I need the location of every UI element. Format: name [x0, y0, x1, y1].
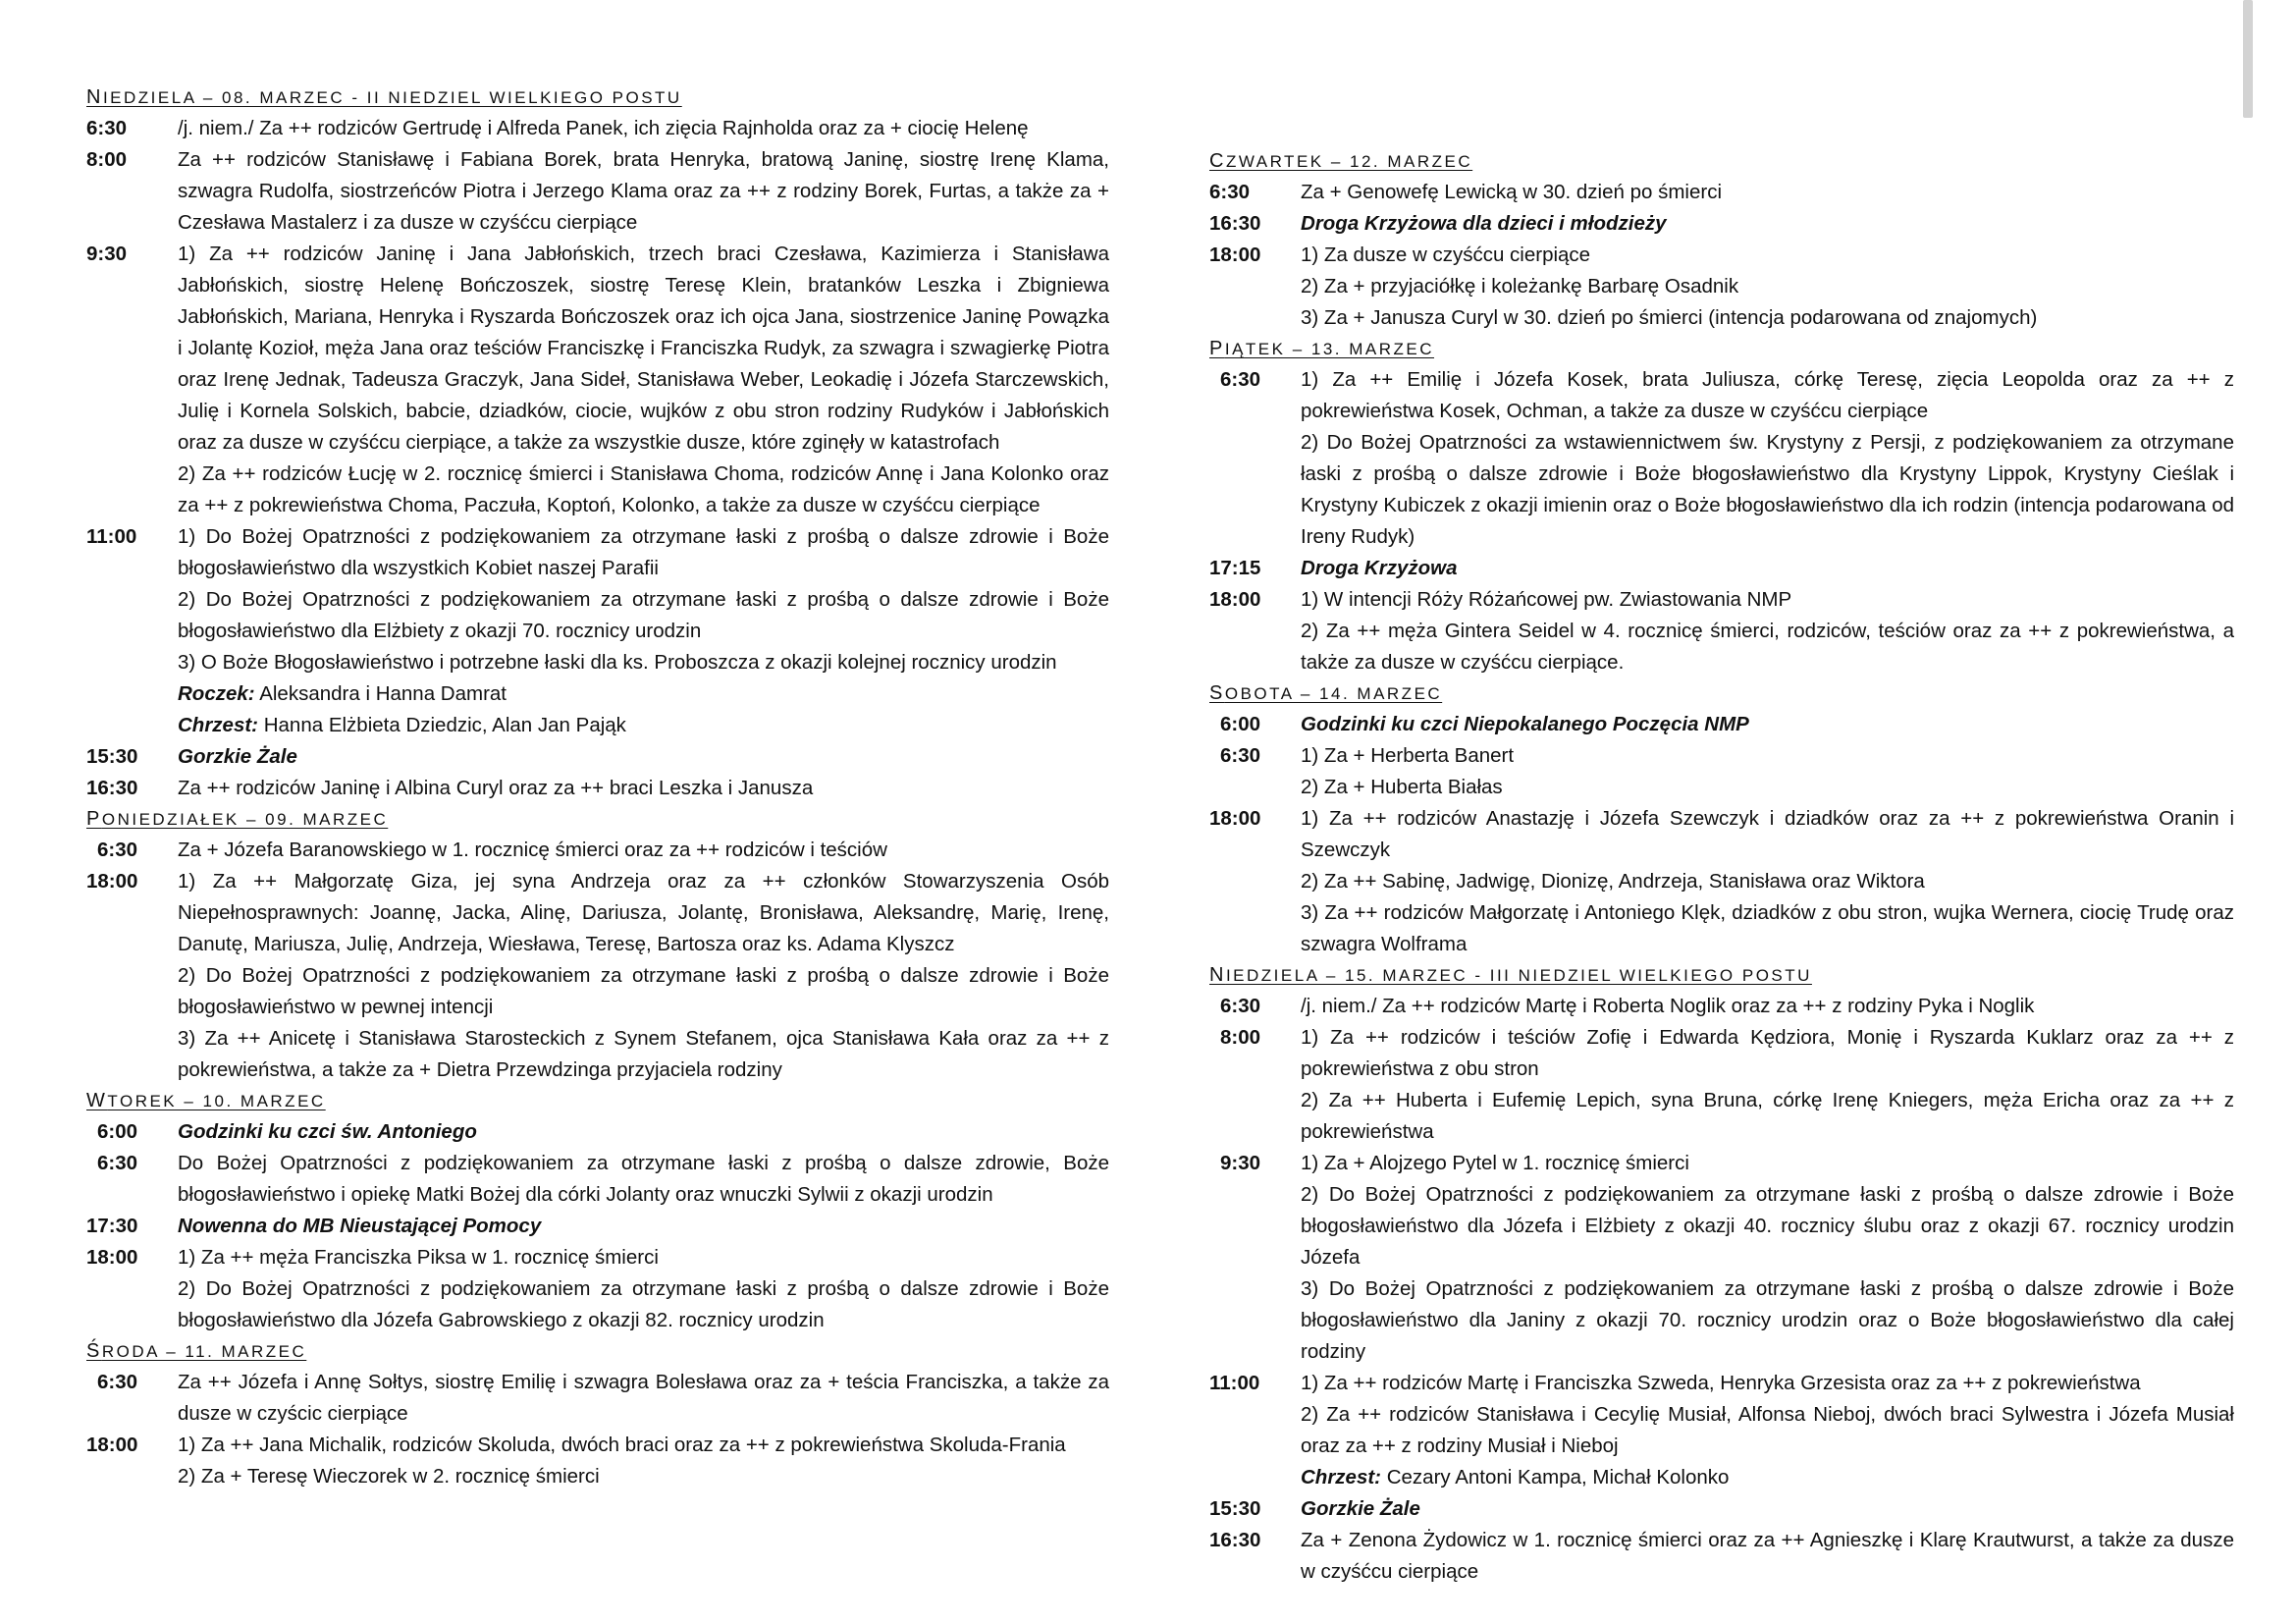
mass-time: 16:30 [86, 777, 138, 799]
mass-entry [86, 1367, 1109, 1430]
extra-line [178, 678, 1109, 710]
mass-time: 6:30 [97, 839, 138, 861]
mass-entry [1209, 1022, 2234, 1148]
mass-intentions [1301, 803, 2234, 960]
mass-intentions [1301, 1148, 2234, 1368]
mass-entry [86, 521, 1109, 741]
intention-text: 3) Za ++ Anicetę i Stanisława Starosteckich z Synem Stefanem, ojca Stanisława Kała oraz za ++ z pokrewieństwa, a także za + Dietra Przewdzinga przyjaciela rodziny [178, 1027, 1109, 1081]
service-title: Gorzkie Żale [1301, 1497, 1420, 1520]
mass-entry [86, 1148, 1109, 1211]
mass-intentions [178, 1242, 1109, 1336]
mass-intentions [178, 1116, 1109, 1148]
service-title: Droga Krzyżowa dla dzieci i młodzieży [1301, 212, 1667, 235]
mass-entry [1209, 364, 2234, 553]
mass-time: 18:00 [1209, 244, 1261, 266]
intention-text: 1) Za ++ Jana Michalik, rodziców Skoluda, dwóch braci oraz za ++ z pokrewieństwa Skoluda-Frania [178, 1434, 1066, 1456]
mass-time: 15:30 [1209, 1497, 1261, 1520]
extra-line [1301, 1462, 2234, 1493]
mass-intentions [1301, 1022, 2234, 1148]
mass-time: 6:30 [97, 1371, 138, 1393]
mass-entry [1209, 803, 2234, 960]
intention-text: 3) Za + Janusza Curyl w 30. dzień po śmierci (intencja podarowana od znajomych) [1301, 306, 2038, 329]
mass-time: 17:15 [1209, 557, 1261, 579]
intention-text: 3) Do Bożej Opatrzności z podziękowaniem za otrzymane łaski z prośbą o dalsze zdrowie i Boże błogosławieństwo dla Janiny z okazji 70. rocznicy urodzin oraz o Boże błogosławieństwo dla całej rodziny [1301, 1277, 2234, 1363]
mass-entry [86, 866, 1109, 1086]
mass-intentions [1301, 1368, 2234, 1493]
mass-intentions [178, 1148, 1109, 1211]
mass-entry [1209, 208, 2234, 240]
mass-time: 6:00 [97, 1120, 138, 1143]
intention-text: 2) Do Bożej Opatrzności z podziękowaniem za otrzymane łaski z prośbą o dalsze zdrowie i Boże błogosławieństwo w pewnej intencji [178, 964, 1109, 1018]
extra-line [178, 710, 1109, 741]
mass-time: 8:00 [1220, 1026, 1261, 1049]
extra-text: Hanna Elżbieta Dziedzic, Alan Jan Pająk [263, 714, 626, 736]
mass-intentions [1301, 240, 2234, 334]
mass-intentions [178, 1211, 1109, 1242]
mass-intentions [1301, 991, 2234, 1022]
mass-intentions [178, 144, 1109, 239]
mass-entry [1209, 1148, 2234, 1368]
intention-text: 1) Za + Alojzego Pytel w 1. rocznicę śmierci [1301, 1152, 1689, 1174]
mass-entry [86, 1242, 1109, 1336]
mass-intentions [178, 741, 1109, 773]
mass-intentions [178, 1367, 1109, 1430]
mass-time: 6:00 [1220, 713, 1261, 735]
intention-text: 1) Za + Herberta Banert [1301, 744, 1515, 767]
day-heading: PIĄTEK – 13. MARZEC [1209, 338, 1435, 359]
mass-entry [86, 113, 1109, 144]
intention-text: 1) Za ++ rodziców Martę i Franciszka Szweda, Henryka Grzesista oraz za ++ z pokrewieństwa [1301, 1372, 2141, 1394]
intention-text: 1) Do Bożej Opatrzności z podziękowaniem za otrzymane łaski z prośbą o dalsze zdrowie i Boże błogosławieństwo dla wszystkich Kobiet naszej Parafii [178, 525, 1109, 579]
mass-time: 11:00 [86, 525, 137, 548]
intention-text: 2) Za + Teresę Wieczorek w 2. rocznicę śmierci [178, 1465, 600, 1488]
intention-text: 1) Za ++ rodziców Janinę i Jana Jabłońskich, trzech braci Czesława, Kazimierza i Stanisława Jabłońskich, siostrę Helenę Bończoszek, siostrę Teresę Klein, bratanków Leszka i Zbigniewa Jabłońskich, Mariana, Henryka i Ryszarda Bończoszek oraz ich ojca Jana, siostrzenice Janinę Powązka i Jolantę Kozioł, męża Jana oraz teściów Franciszkę i Franciszka Rudyk, za szwagra i szwagierkę Piotra oraz Irenę Jednak, Tadeusza Graczyk, Jana Sideł, Stanisława Weber, Leokadię i Józefa Starczewskich, Julię i Kornela Solskich, babcie, dziadków, ciocie, wujków z obu stron rodziny Rudyków i Jabłońskich oraz za dusze w czyśćcu cierpiące, a także za wszystkie dusze, które zginęły w katastrofach [178, 243, 1109, 454]
mass-time: 16:30 [1209, 212, 1261, 235]
mass-time: 16:30 [1209, 1529, 1261, 1551]
extra-text: Cezary Antoni Kampa, Michał Kolonko [1386, 1466, 1730, 1489]
mass-time: 18:00 [86, 1434, 138, 1456]
mass-time: 18:00 [86, 1246, 138, 1269]
mass-intentions [178, 521, 1109, 741]
mass-intentions [1301, 208, 2234, 240]
mass-time: 17:30 [86, 1215, 138, 1237]
mass-time: 6:30 [97, 1152, 138, 1174]
mass-intentions [1301, 709, 2234, 740]
service-title: Godzinki ku czci św. Antoniego [178, 1120, 477, 1143]
mass-time: 9:30 [1220, 1152, 1261, 1174]
intention-text: Za ++ rodziców Janinę i Albina Curyl oraz za ++ braci Leszka i Janusza [178, 777, 814, 799]
mass-entry [1209, 553, 2234, 584]
intention-text: 1) Za ++ Emilię i Józefa Kosek, brata Juliusza, córkę Teresę, zięcia Leopolda oraz za ++ z pokrewieństwa Kosek, Ochman, a także za dusze w czyśćcu cierpiące [1301, 368, 2234, 422]
mass-intentions [178, 866, 1109, 1086]
mass-entry [86, 835, 1109, 866]
mass-entry [86, 239, 1109, 521]
day-heading: NIEDZIELA – 15. MARZEC - III NIEDZIEL WIELKIEGO POSTU [1209, 964, 1812, 986]
mass-intentions [1301, 553, 2234, 584]
mass-entry [1209, 1525, 2234, 1588]
mass-entry [1209, 1368, 2234, 1493]
intention-text: 2) Za ++ rodziców Stanisława i Cecylię Musiał, Alfonsa Nieboj, dwóch braci Sylwestra i Józefa Musiał oraz za ++ z rodziny Musiał i Nieboj [1301, 1403, 2234, 1457]
service-title: Nowenna do MB Nieustającej Pomocy [178, 1215, 542, 1237]
day-heading: CZWARTEK – 12. MARZEC [1209, 150, 1473, 172]
intention-text: 2) Za + Huberta Białas [1301, 776, 1503, 798]
mass-entry [86, 741, 1109, 773]
left-column [86, 82, 1109, 1492]
intention-text: 2) Do Bożej Opatrzności za wstawiennictwem św. Krystyny z Persji, z podziękowaniem za otrzymane łaski z prośbą o dalsze zdrowie i Boże błogosławieństwo dla Krystyny Lippok, Krystyny Cieślak i Krystyny Kubiczek z okazji imienin oraz o Boże błogosławieństwo dla ich rodzin (intencja podarowana od Ireny Rudyk) [1301, 431, 2234, 548]
intention-text: 2) Do Bożej Opatrzności z podziękowaniem za otrzymane łaski z prośbą o dalsze zdrowie i Boże błogosławieństwo dla Józefa Gabrowskiego z okazji 82. rocznicy urodzin [178, 1277, 1109, 1331]
intention-text: 1) Za ++ męża Franciszka Piksa w 1. rocznicę śmierci [178, 1246, 659, 1269]
mass-entry [86, 1430, 1109, 1492]
service-title: Gorzkie Żale [178, 745, 297, 768]
mass-entry [86, 1211, 1109, 1242]
mass-time: 9:30 [86, 243, 128, 265]
mass-time: 6:30 [1209, 181, 1251, 203]
mass-time: 18:00 [86, 870, 138, 893]
scrollbar-thumb[interactable] [2243, 0, 2253, 118]
service-title: Droga Krzyżowa [1301, 557, 1458, 579]
extra-text: Aleksandra i Hanna Damrat [259, 682, 507, 705]
intention-text: 1) Za ++ rodziców i teściów Zofię i Edwarda Kędziora, Monię i Ryszarda Kuklarz oraz za ++ z pokrewieństwa z obu stron [1301, 1026, 2234, 1080]
day-heading: ŚRODA – 11. MARZEC [86, 1340, 307, 1362]
intention-text: 1) Za ++ Małgorzatę Giza, jej syna Andrzeja oraz za ++ członków Stowarzyszenia Osób Niepełnosprawnych: Joannę, Jacka, Alinę, Dariusza, Jolantę, Bronisława, Aleksandrę, Marię, Irenę, Danutę, Mariusza, Julię, Andrzeja, Wiesława, Teresę, Bartosza oraz ks. Adama Klyszcz [178, 870, 1109, 955]
mass-time: 6:30 [1220, 995, 1261, 1017]
mass-intentions [178, 835, 1109, 866]
intention-text: 2) Za ++ rodziców Łucję w 2. rocznicę śmierci i Stanisława Choma, rodziców Annę i Jana Kolonko oraz za ++ z pokrewieństwa Choma, Paczuła, Koptoń, Kolonko, a także za dusze w czyśćcu cierpiące [178, 462, 1109, 516]
mass-entry [1209, 240, 2234, 334]
mass-intentions [178, 113, 1109, 144]
intention-text: 1) Za dusze w czyśćcu cierpiące [1301, 244, 1591, 266]
mass-time: 18:00 [1209, 807, 1261, 830]
extra-label: Chrzest: [1301, 1466, 1382, 1489]
mass-time: 6:30 [1220, 368, 1261, 391]
extra-label: Roczek: [178, 682, 255, 705]
mass-time: 8:00 [86, 148, 128, 171]
mass-intentions [1301, 1493, 2234, 1525]
intention-text: Za + Genowefę Lewicką w 30. dzień po śmierci [1301, 181, 1722, 203]
mass-entry [86, 773, 1109, 804]
intention-text: Za + Zenona Żydowicz w 1. rocznicę śmierci oraz za ++ Agnieszkę i Klarę Krautwurst, a także za dusze w czyśćcu cierpiące [1301, 1529, 2234, 1583]
mass-time: 15:30 [86, 745, 138, 768]
mass-entry [1209, 584, 2234, 678]
mass-entry [1209, 177, 2234, 208]
intention-text: Do Bożej Opatrzności z podziękowaniem za otrzymane łaski z prośbą o dalsze zdrowie, Boże błogosławieństwo i opiekę Matki Bożej dla córki Jolanty oraz wnuczki Sylwii z okazji urodzin [178, 1152, 1109, 1206]
intention-text: 1) Za ++ rodziców Anastazję i Józefa Szewczyk i dziadków oraz za ++ z pokrewieństwa Oranin i Szewczyk [1301, 807, 2234, 861]
mass-entry [86, 1116, 1109, 1148]
mass-entry [1209, 1493, 2234, 1525]
intention-text: Za + Józefa Baranowskiego w 1. rocznicę śmierci oraz za ++ rodziców i teściów [178, 839, 887, 861]
mass-intentions [1301, 177, 2234, 208]
mass-time: 11:00 [1209, 1372, 1260, 1394]
intention-text: 3) Za ++ rodziców Małgorzatę i Antoniego Klęk, dziadków z obu stron, wujka Wernera, ciocię Trudę oraz szwagra Wolframa [1301, 901, 2234, 955]
intention-text: 2) Za ++ Sabinę, Jadwigę, Dionizę, Andrzeja, Stanisława oraz Wiktora [1301, 870, 1925, 893]
intention-text: /j. niem./ Za ++ rodziców Martę i Roberta Noglik oraz za ++ z rodziny Pyka i Noglik [1301, 995, 2035, 1017]
intention-text: 2) Do Bożej Opatrzności z podziękowaniem za otrzymane łaski z prośbą o dalsze zdrowie i Boże błogosławieństwo dla Elżbiety z okazji 70. rocznicy urodzin [178, 588, 1109, 642]
day-heading: WTOREK – 10. MARZEC [86, 1090, 326, 1111]
mass-time: 6:30 [86, 117, 128, 139]
intention-text: /j. niem./ Za ++ rodziców Gertrudę i Alfreda Panek, ich zięcia Rajnholda oraz za + ciocię Helenę [178, 117, 1029, 139]
intention-text: Za ++ rodziców Stanisławę i Fabiana Borek, brata Henryka, bratową Janinę, siostrę Irenę Klama, szwagra Rudolfa, siostrzeńców Piotra i Jerzego Klama oraz za ++ z rodziny Borek, Furtas, a także za + Czesława Mastalerz i za dusze w czyśćcu cierpiące [178, 148, 1109, 234]
mass-entry [1209, 709, 2234, 740]
mass-intentions [178, 1430, 1109, 1492]
mass-entry [86, 144, 1109, 239]
intention-text: 2) Za ++ męża Gintera Seidel w 4. rocznicę śmierci, rodziców, teściów oraz za ++ z pokrewieństwa, a także za dusze w czyśćcu cierpiące. [1301, 620, 2234, 674]
intention-text: 3) O Boże Błogosławieństwo i potrzebne łaski dla ks. Proboszcza z okazji kolejnej rocznicy urodzin [178, 651, 1057, 674]
mass-intentions [1301, 740, 2234, 803]
intention-text: 1) W intencji Róży Różańcowej pw. Zwiastowania NMP [1301, 588, 1792, 611]
day-heading: PONIEDZIAŁEK – 09. MARZEC [86, 808, 389, 830]
service-title: Godzinki ku czci Niepokalanego Poczęcia NMP [1301, 713, 1749, 735]
intention-text: Za ++ Józefa i Annę Sołtys, siostrę Emilię i szwagra Bolesława oraz za + teścia Franciszka, a także za dusze w czyścic cierpiące [178, 1371, 1109, 1425]
mass-intentions [1301, 1525, 2234, 1588]
day-heading: NIEDZIELA – 08. MARZEC - II NIEDZIEL WIELKIEGO POSTU [86, 86, 682, 108]
mass-entry [1209, 991, 2234, 1022]
mass-time: 6:30 [1220, 744, 1261, 767]
intention-text: 2) Za ++ Huberta i Eufemię Lepich, syna Bruna, córkę Irenę Kniegers, męża Ericha oraz za ++ z pokrewieństwa [1301, 1089, 2234, 1143]
right-column [1209, 146, 2234, 1588]
mass-intentions [1301, 584, 2234, 678]
extra-label: Chrzest: [178, 714, 259, 736]
mass-time: 18:00 [1209, 588, 1261, 611]
mass-entry [1209, 740, 2234, 803]
mass-intentions [1301, 364, 2234, 553]
mass-intentions [178, 239, 1109, 521]
intention-text: 2) Za + przyjaciółkę i koleżankę Barbarę Osadnik [1301, 275, 1739, 298]
intention-text: 2) Do Bożej Opatrzności z podziękowaniem za otrzymane łaski z prośbą o dalsze zdrowie i Boże błogosławieństwo dla Józefa i Elżbiety z okazji 40. rocznicy ślubu oraz z okazji 67. rocznicy urodzin Józefa [1301, 1183, 2234, 1269]
mass-intentions [178, 773, 1109, 804]
day-heading: SOBOTA – 14. MARZEC [1209, 682, 1443, 704]
